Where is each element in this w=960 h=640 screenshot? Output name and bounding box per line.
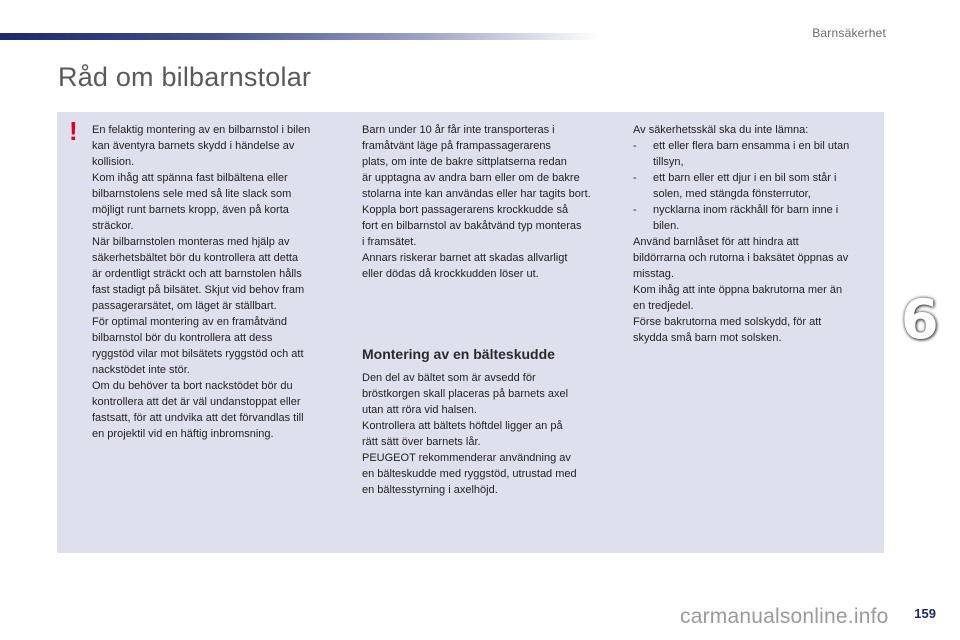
text-line: fort en bilbarnstol av bakåtvänd typ monteras [362,220,582,232]
text-line: Förse bakrutorna med solskydd, för att [633,316,822,328]
text-line: är ordentligt sträckt och att barnstolen hålls [92,268,302,280]
text-line: passagerarsätet, om läget är ställbart. [92,300,277,312]
text-line: nackstödet inte stör. [92,364,190,376]
text-line: Kontrollera att bältets höftdel ligger an på [362,420,563,432]
text-line: kan äventyra barnets skydd i händelse av [92,140,295,152]
text-line: nycklarna inom räckhåll för barn inne i [653,204,839,216]
text-line: Använd barnlåset för att hindra att [633,236,799,248]
dash-bullet: - [633,140,637,152]
text-line: bildörrarna och rutorna i baksätet öppnas av [633,252,849,264]
text-line: kontrollera att det är väl undanstoppat eller [92,396,301,408]
exclamation-warning-icon: ! [69,116,78,146]
text-line: bröstkorgen skall placeras på barnets axel [362,388,569,400]
text-line: fastsatt, för att undvika att det förvandlas till [92,412,304,424]
text-line: tillsyn, [653,156,684,168]
section-subheading: Montering av en bälteskudde [362,346,555,362]
text-line: En felaktig montering av en bilbarnstol i bilen [92,124,311,136]
text-line: Av säkerhetsskäl ska du inte lämna: [633,124,809,136]
text-line: stolarna inte kan användas eller har tagits bort. [362,188,591,200]
text-line: ryggstöd vilar mot bilsätets ryggstöd och att [92,348,304,360]
warning-text-column [92,122,344,442]
text-line: Annars riskerar barnet att skadas allvarligt [362,252,568,264]
text-line: kollision. [92,156,135,168]
text-line: För optimal montering av en framåtvänd [92,316,288,328]
text-line: misstag. [633,268,674,280]
text-line: utan att röra vid halsen. [362,404,477,416]
text-line: i framsätet. [362,236,417,248]
section-title: Barnsäkerhet [812,26,886,40]
dash-bullet: - [633,172,637,184]
text-line: PEUGEOT rekommenderar användning av [362,452,571,464]
text-line: plats, om inte de bakre sittplatserna redan [362,156,567,168]
text-line: en bältesstyrning i axelhöjd. [362,484,498,496]
text-line: är upptagna av andra barn eller om de bakre [362,172,580,184]
safety-text-column [633,122,881,346]
text-line: säkerhetsbältet bör du kontrollera att detta [92,252,299,264]
text-line: en tredjedel. [633,300,694,312]
text-line: fast stadigt på bilsätet. Skjut vid behov fram [92,284,305,296]
text-line: skydda små barn mot solsken. [633,332,782,344]
text-line: bilbarnstol bör du kontrollera att dess [92,332,273,344]
booster-text-column [362,370,612,498]
list-item [633,138,881,170]
text-line: Koppla bort passagerarens krockkudde så [362,204,569,216]
text-line: Barn under 10 år får inte transporteras i [362,124,555,136]
page-title: Råd om bilbarnstolar [58,62,312,92]
text-line: en bälteskudde med ryggstöd, utrustad med [362,468,577,480]
text-line: eller dödas då krockkudden löser ut. [362,268,539,280]
text-line: framåtvänt läge på frampassagerarens [362,140,551,152]
text-line: en projektil vid en häftig inbromsning. [92,428,274,440]
text-line: bilbarnstolens sele med så lite slack som [92,188,292,200]
chapter-number: 6 [901,288,939,351]
text-line: Om du behöver ta bort nackstödet bör du [92,380,293,392]
text-line: sträckor. [92,220,134,232]
watermark: carmanualsonline.info [680,605,889,628]
text-line: rätt sätt över barnets lår. [362,436,481,448]
text-line: ett barn eller ett djur i en bil som står i [653,172,837,184]
list-item [633,202,881,234]
list-item [633,170,881,202]
text-line: När bilbarnstolen monteras med hjälp av [92,236,290,248]
text-line: Kom ihåg att inte öppna bakrutorna mer än [633,284,843,296]
text-line: Den del av bältet som är avsedd för [362,372,536,384]
page-number: 159 [914,606,936,621]
text-line: ett eller flera barn ensamma i en bil utan [653,140,850,152]
header-gradient-bar [0,33,600,40]
airbag-text-column [362,122,612,282]
text-line: bilen. [653,220,680,232]
text-line: Kom ihåg att spänna fast bilbältena eller [92,172,288,184]
text-line: solen, med stängda fönsterrutor, [653,188,811,200]
text-line: möjligt runt barnets kropp, även på korta [92,204,289,216]
dash-bullet: - [633,204,637,216]
